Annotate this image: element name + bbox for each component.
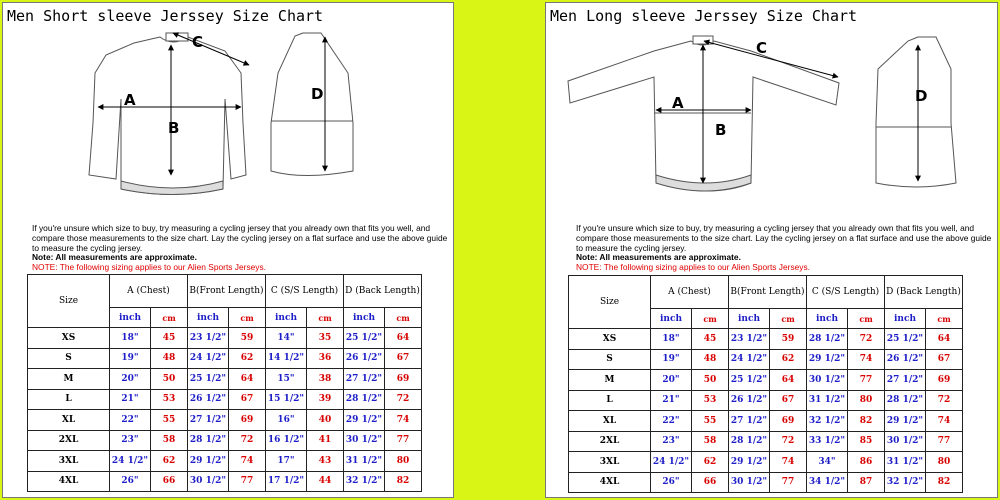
inch-value-cell: 16" [266,410,307,431]
cm-value-cell: 38 [307,369,344,390]
table-row [28,369,422,390]
size-cell: 2XL [28,430,110,451]
cm-value-cell: 72 [770,431,807,452]
size-cell: XL [569,411,651,432]
inch-value-cell: 24 1/2" [110,451,151,472]
inch-value-cell: 26 1/2" [885,349,926,370]
short-note-red: NOTE: The following sizing applies to our Alien Sports Jerseys. [32,262,266,273]
cm-value-cell: 77 [770,472,807,493]
inch-value-cell: 25 1/2" [344,328,385,349]
cm-value-cell: 45 [692,329,729,350]
cm-value-cell: 69 [229,410,266,431]
cm-value-cell: 80 [848,390,885,411]
short-label-c: C [192,33,204,51]
size-column-header: Size [28,275,110,328]
inch-value-cell: 26 1/2" [729,390,770,411]
inch-value-cell: 17 1/2" [266,471,307,492]
cm-unit-header: cm [151,308,188,328]
short-size-table [27,274,422,492]
inch-value-cell: 27 1/2" [729,411,770,432]
inch-value-cell: 28 1/2" [729,431,770,452]
inch-value-cell: 31 1/2" [885,452,926,473]
inch-value-cell: 26 1/2" [188,389,229,410]
cm-value-cell: 77 [926,431,963,452]
cm-value-cell: 43 [307,451,344,472]
chest-column-header: A (Chest) [110,275,188,308]
inch-value-cell: 25 1/2" [188,369,229,390]
inch-value-cell: 30 1/2" [807,370,848,391]
inch-value-cell: 29 1/2" [807,349,848,370]
inch-value-cell: 30 1/2" [188,471,229,492]
cm-unit-header: cm [770,309,807,329]
inch-value-cell: 29 1/2" [188,451,229,472]
cm-value-cell: 74 [385,410,422,431]
cm-value-cell: 55 [692,411,729,432]
size-column-header: Size [569,276,651,329]
size-cell: XS [28,328,110,349]
cm-value-cell: 55 [151,410,188,431]
cm-value-cell: 35 [307,328,344,349]
short-label-a: A [124,91,136,109]
cm-value-cell: 72 [229,430,266,451]
inch-value-cell: 15 1/2" [266,389,307,410]
table-row [569,329,963,350]
cm-value-cell: 67 [770,390,807,411]
table-row [28,451,422,472]
inch-value-cell: 28 1/2" [344,389,385,410]
long-note-block [576,224,996,273]
inch-value-cell: 25 1/2" [885,329,926,350]
size-cell: M [28,369,110,390]
cm-value-cell: 69 [770,411,807,432]
table-row [28,348,422,369]
long-sleeve-title: Men Long sleeve Jerssey Size Chart [550,7,858,25]
short-back-jersey-icon [271,33,353,176]
inch-value-cell: 15" [266,369,307,390]
long-note-red: NOTE: The following sizing applies to our Alien Sports Jerseys. [576,262,810,273]
inch-value-cell: 20" [110,369,151,390]
inch-unit-header: inch [188,308,229,328]
long-back-jersey-icon [876,37,956,187]
table-row [569,349,963,370]
cm-value-cell: 72 [926,390,963,411]
cm-value-cell: 69 [385,369,422,390]
inch-value-cell: 16 1/2" [266,430,307,451]
short-front-jersey-icon [89,33,246,195]
cm-value-cell: 69 [926,370,963,391]
long-label-a: A [672,94,684,112]
inch-value-cell: 28 1/2" [807,329,848,350]
cm-value-cell: 62 [770,349,807,370]
long-sleeve-panel [545,2,998,498]
inch-value-cell: 14 1/2" [266,348,307,369]
front-length-column-header: B(Front Length) [729,276,807,309]
inch-value-cell: 18" [110,328,151,349]
cm-unit-header: cm [307,308,344,328]
inch-value-cell: 29 1/2" [885,411,926,432]
inch-value-cell: 32 1/2" [344,471,385,492]
cm-value-cell: 66 [692,472,729,493]
cm-value-cell: 41 [307,430,344,451]
inch-value-cell: 30 1/2" [729,472,770,493]
cm-value-cell: 62 [692,452,729,473]
cm-value-cell: 74 [229,451,266,472]
long-label-d: D [915,87,928,105]
short-note-bold: Note: All measurements are approximate. [32,252,197,263]
inch-value-cell: 29 1/2" [344,410,385,431]
cm-value-cell: 50 [692,370,729,391]
size-cell: M [569,370,651,391]
cm-value-cell: 64 [770,370,807,391]
cm-value-cell: 62 [151,451,188,472]
cm-value-cell: 66 [151,471,188,492]
front-length-column-header: B(Front Length) [188,275,266,308]
cm-value-cell: 82 [926,472,963,493]
inch-value-cell: 25 1/2" [729,370,770,391]
long-label-c: C [756,39,768,57]
cm-value-cell: 48 [692,349,729,370]
table-row [569,452,963,473]
cm-unit-header: cm [385,308,422,328]
cm-value-cell: 53 [151,389,188,410]
chest-column-header: A (Chest) [651,276,729,309]
cm-value-cell: 36 [307,348,344,369]
inch-value-cell: 32 1/2" [807,411,848,432]
cm-value-cell: 80 [926,452,963,473]
table-row [28,389,422,410]
cm-unit-header: cm [229,308,266,328]
inch-value-cell: 24 1/2" [188,348,229,369]
inch-unit-header: inch [807,309,848,329]
inch-unit-header: inch [729,309,770,329]
cm-value-cell: 67 [926,349,963,370]
inch-value-cell: 21" [651,390,692,411]
cm-value-cell: 72 [385,389,422,410]
inch-value-cell: 34 1/2" [807,472,848,493]
short-note-text: If you're unsure which size to buy, try measuring a cycling jersey that you already own that fits you well, and compare those measurements to the size chart. Lay the cycling jersey on a flat surface and use the above guide to measure the cycling jersey. [32,223,448,253]
cm-value-cell: 86 [848,452,885,473]
inch-unit-header: inch [344,308,385,328]
table-row [28,328,422,349]
inch-value-cell: 24 1/2" [729,349,770,370]
inch-value-cell: 27 1/2" [885,370,926,391]
cm-value-cell: 67 [229,389,266,410]
table-row [569,472,963,493]
table-row [569,431,963,452]
cm-value-cell: 67 [385,348,422,369]
long-note-bold: Note: All measurements are approximate. [576,252,741,263]
long-size-table [568,275,963,493]
inch-value-cell: 17" [266,451,307,472]
short-label-b: B [168,119,180,137]
cm-value-cell: 72 [848,329,885,350]
inch-value-cell: 33 1/2" [807,431,848,452]
cm-value-cell: 39 [307,389,344,410]
inch-value-cell: 23 1/2" [729,329,770,350]
cm-value-cell: 80 [385,451,422,472]
back-length-column-header: D (Back Length) [885,276,963,309]
inch-unit-header: inch [110,308,151,328]
cm-value-cell: 74 [926,411,963,432]
inch-value-cell: 21" [110,389,151,410]
inch-value-cell: 34" [807,452,848,473]
cm-value-cell: 58 [692,431,729,452]
size-cell: 4XL [28,471,110,492]
sleeve-length-column-header: C (S/S Length) [266,275,344,308]
inch-value-cell: 28 1/2" [885,390,926,411]
inch-value-cell: 22" [651,411,692,432]
cm-value-cell: 77 [229,471,266,492]
cm-unit-header: cm [692,309,729,329]
inch-value-cell: 20" [651,370,692,391]
inch-value-cell: 26" [651,472,692,493]
short-sleeve-title: Men Short sleeve Jerssey Size Chart [7,7,324,25]
cm-value-cell: 45 [151,328,188,349]
inch-value-cell: 27 1/2" [188,410,229,431]
short-sleeve-jersey-diagram [3,3,453,218]
sleeve-length-column-header: C (S/S Length) [807,276,885,309]
inch-value-cell: 31 1/2" [807,390,848,411]
inch-value-cell: 23 1/2" [188,328,229,349]
inch-value-cell: 31 1/2" [344,451,385,472]
short-note-block [32,224,452,273]
inch-value-cell: 19" [110,348,151,369]
inch-value-cell: 30 1/2" [344,430,385,451]
size-cell: XS [569,329,651,350]
cm-value-cell: 40 [307,410,344,431]
inch-value-cell: 26 1/2" [344,348,385,369]
cm-unit-header: cm [848,309,885,329]
inch-value-cell: 23" [651,431,692,452]
inch-value-cell: 27 1/2" [344,369,385,390]
cm-value-cell: 64 [385,328,422,349]
inch-value-cell: 19" [651,349,692,370]
cm-value-cell: 59 [770,329,807,350]
short-label-d: D [311,85,324,103]
cm-value-cell: 48 [151,348,188,369]
size-cell: 3XL [28,451,110,472]
size-cell: 3XL [569,452,651,473]
inch-value-cell: 23" [110,430,151,451]
cm-value-cell: 87 [848,472,885,493]
inch-unit-header: inch [885,309,926,329]
cm-unit-header: cm [926,309,963,329]
cm-value-cell: 50 [151,369,188,390]
table-row [28,430,422,451]
size-cell: L [28,389,110,410]
cm-value-cell: 64 [926,329,963,350]
inch-unit-header: inch [266,308,307,328]
long-note-text: If you're unsure which size to buy, try measuring a cycling jersey that you already own that fits you well, and compare those measurements to the size chart. Lay the cycling jersey on a flat surface and use the above guide to measure the cycling jersey. [576,223,992,253]
cm-value-cell: 53 [692,390,729,411]
cm-value-cell: 62 [229,348,266,369]
cm-value-cell: 74 [770,452,807,473]
size-cell: L [569,390,651,411]
long-label-b: B [715,121,727,139]
inch-unit-header: inch [651,309,692,329]
cm-value-cell: 82 [385,471,422,492]
cm-value-cell: 85 [848,431,885,452]
cm-value-cell: 58 [151,430,188,451]
table-row [28,471,422,492]
short-sleeve-panel [2,2,454,498]
cm-value-cell: 82 [848,411,885,432]
cm-value-cell: 64 [229,369,266,390]
inch-value-cell: 26" [110,471,151,492]
inch-value-cell: 28 1/2" [188,430,229,451]
size-cell: S [28,348,110,369]
back-length-column-header: D (Back Length) [344,275,422,308]
cm-value-cell: 77 [848,370,885,391]
inch-value-cell: 29 1/2" [729,452,770,473]
cm-value-cell: 74 [848,349,885,370]
inch-value-cell: 14" [266,328,307,349]
table-row [569,411,963,432]
inch-value-cell: 32 1/2" [885,472,926,493]
inch-value-cell: 18" [651,329,692,350]
table-row [569,370,963,391]
size-cell: 2XL [569,431,651,452]
table-row [28,410,422,431]
inch-value-cell: 22" [110,410,151,431]
cm-value-cell: 44 [307,471,344,492]
size-cell: S [569,349,651,370]
cm-value-cell: 59 [229,328,266,349]
inch-value-cell: 24 1/2" [651,452,692,473]
size-cell: 4XL [569,472,651,493]
inch-value-cell: 30 1/2" [885,431,926,452]
table-row [569,390,963,411]
cm-value-cell: 77 [385,430,422,451]
long-sleeve-jersey-diagram [546,3,997,218]
size-cell: XL [28,410,110,431]
